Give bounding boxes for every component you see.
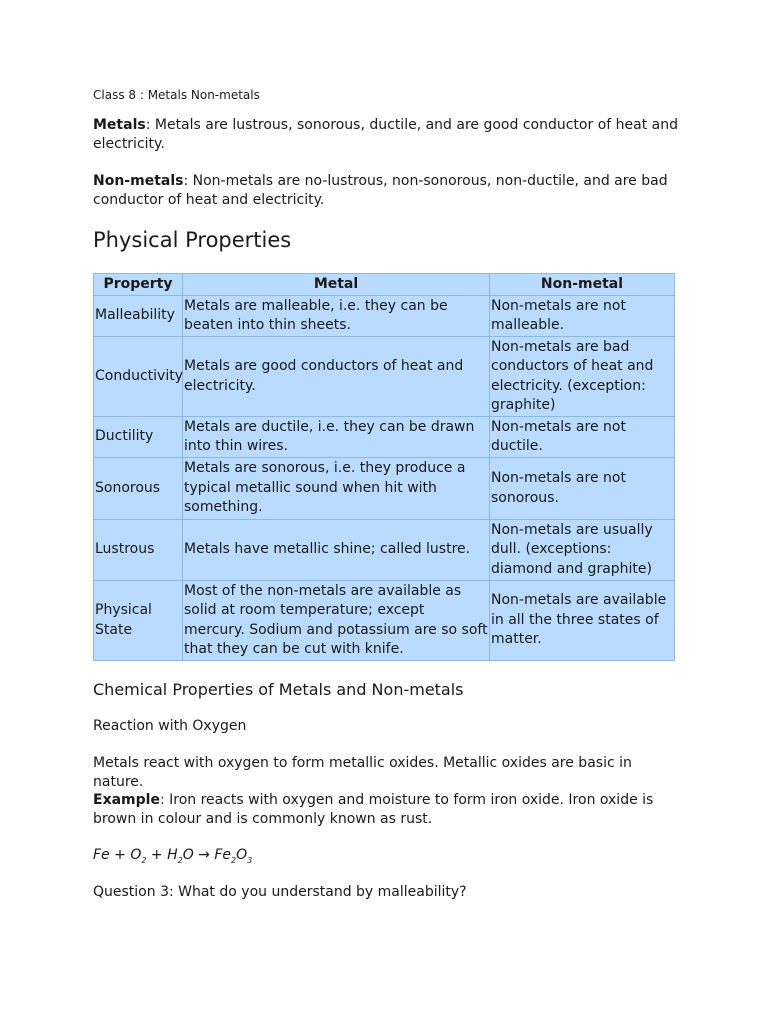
example-text: Iron reacts with oxygen and moisture to form iron oxide. Iron oxide is brown in colour and is commonly known as rust. — [93, 792, 654, 827]
nonmetals-term: Non-metals — [93, 173, 184, 189]
formula-h: H — [167, 847, 178, 863]
formula-o: O — [130, 847, 142, 863]
metal-cell: Most of the non-metals are available as solid at room temperature; except mercury. Sodium and potassium are so soft that they can be cut with knife. — [183, 581, 490, 661]
reaction-heading: Reaction with Oxygen — [93, 718, 247, 734]
table-row — [94, 581, 675, 661]
reaction-text: Metals react with oxygen to form metallic oxides. Metallic oxides are basic in nature. — [93, 755, 632, 790]
metal-cell: Metals are malleable, i.e. they can be beaten into thin sheets. — [183, 296, 490, 337]
metal-cell: Metals are ductile, i.e. they can be drawn into thin wires. — [183, 417, 490, 458]
nonmetal-cell: Non-metals are not malleable. — [490, 296, 675, 337]
question-3: Question 3: What do you understand by malleability? — [93, 884, 467, 900]
metals-text: Metals are lustrous, sonorous, ductile, and are good conductor of heat and electricity. — [93, 117, 678, 152]
nonmetal-cell: Non-metals are bad conductors of heat and electricity. (exception: graphite) — [490, 337, 675, 417]
colon: : — [183, 173, 189, 189]
metal-cell: Metals are good conductors of heat and electricity. — [183, 337, 490, 417]
header-property: Property — [94, 274, 183, 296]
table-row — [94, 458, 675, 520]
property-cell: Malleability — [94, 296, 183, 337]
formula-h-o: O — [182, 847, 194, 863]
example-paragraph — [93, 791, 683, 829]
table-row — [94, 296, 675, 337]
table-row — [94, 337, 675, 417]
formula-h-sub: 2 — [177, 855, 183, 865]
property-cell: Conductivity — [94, 337, 183, 417]
property-cell: Physical State — [94, 581, 183, 661]
nonmetal-cell: Non-metals are not sonorous. — [490, 458, 675, 520]
arrow-icon: → — [193, 847, 215, 863]
colon: : — [145, 117, 151, 133]
metals-term: Metals — [93, 117, 146, 133]
nonmetal-cell: Non-metals are usually dull. (exceptions: diamond and graphite) — [490, 520, 675, 581]
formula-plus: + — [109, 847, 131, 863]
header-metal: Metal — [183, 274, 490, 296]
nonmetals-text: Non-metals are no-lustrous, non-sonorous, non-ductile, and are bad conductor of heat and electricity. — [93, 173, 668, 208]
class-title: Class 8 : Metals Non-metals — [93, 88, 260, 102]
formula-o3-sub: 3 — [247, 855, 253, 865]
chemical-equation — [93, 847, 252, 865]
physical-properties-heading: Physical Properties — [93, 228, 292, 252]
nonmetal-cell: Non-metals are not ductile. — [490, 417, 675, 458]
nonmetal-cell: Non-metals are available in all the three states of matter. — [490, 581, 675, 661]
formula-o-sub: 2 — [141, 855, 147, 865]
table-row — [94, 520, 675, 581]
table-header-row — [94, 274, 675, 296]
formula-plus: + — [146, 847, 168, 863]
colon: : — [159, 792, 165, 808]
formula-fe: Fe — [93, 847, 110, 863]
nonmetals-definition — [93, 172, 683, 210]
formula-o3: O — [236, 847, 248, 863]
metals-definition — [93, 116, 683, 154]
table-row — [94, 417, 675, 458]
property-cell: Ductility — [94, 417, 183, 458]
metal-cell: Metals have metallic shine; called lustre. — [183, 520, 490, 581]
property-cell: Sonorous — [94, 458, 183, 520]
formula-fe2-sub: 2 — [231, 855, 237, 865]
example-term: Example — [93, 792, 160, 808]
formula-fe2: Fe — [214, 847, 232, 863]
property-cell: Lustrous — [94, 520, 183, 581]
header-nonmetal: Non-metal — [490, 274, 675, 296]
chemical-properties-heading: Chemical Properties of Metals and Non-metals — [93, 680, 464, 699]
properties-table — [93, 273, 675, 661]
metal-cell: Metals are sonorous, i.e. they produce a typical metallic sound when hit with something. — [183, 458, 490, 520]
